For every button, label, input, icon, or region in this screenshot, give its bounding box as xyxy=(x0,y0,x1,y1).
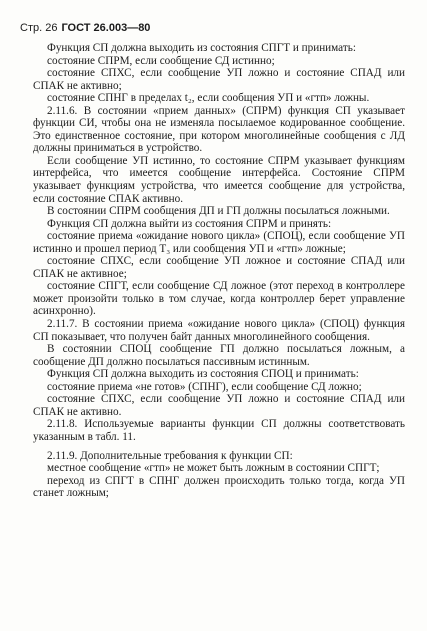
paragraph-sprm-false: В состоянии СПРМ сообщения ДП и ГП должны посылаться ложными. xyxy=(47,205,390,218)
paragraph-exit-spots: Функция СП должна выходить из состояния СПОЦ и принимать: xyxy=(47,368,359,381)
list-item-spng-2: состояние приема «не готов» (СПНГ), если сообщение СД ложно; xyxy=(47,380,362,393)
section-2-11-9: 2.11.9. Дополнительные требования к функции СП: xyxy=(47,449,293,462)
list-item-sphs-2: состояние СПХС, если сообщение УП ложное и состояние СПАД или СПАК не активное; xyxy=(33,255,405,280)
list-item-spgt: состояние СПГТ, если сообщение СД ложное (этот переход в контроллере может произойти только в том случае, когда контроллер берет управление асинхронно). xyxy=(33,280,405,318)
section-2-11-6: 2.11.6. В состоянии «прием данных» (СПРМ) функция СП указывает функции СИ, чтобы она не изменяла посылаемое кодированное сообщение. Это единственное состояние, при котором многолинейные сообщения с ЛД должны приниматься в устройство. xyxy=(33,104,405,155)
list-item-spng: состояние СПНГ в пределах t₂, если сообщения УП и «гтп» ложны. xyxy=(47,92,370,105)
page-number: Стр. 26 xyxy=(20,22,58,34)
list-item-sphs-3: состояние СПХС, если сообщение УП ложно и состояние СПАД или СПАК не активно. xyxy=(33,393,405,418)
list-item-transition: переход из СПГТ в СПНГ должен происходить только тогда, когда УП станет ложным; xyxy=(33,474,405,500)
list-item-sphs: состояние СПХС, если сообщение УП ложно и состояние СПАД или СПАК не активно; xyxy=(33,67,405,92)
paragraph-spots-gp: В состоянии СПОЦ сообщение ГП должно посылаться ложным, а сообщение ДП должно посылаться пассивным истинным. xyxy=(33,343,405,368)
list-item-gtp: местное сообщение «гтп» не может быть ложным в состоянии СПГТ; xyxy=(47,462,380,475)
paragraph-exit-spgt: Функция СП должна выходить из состояния СПГТ и принимать: xyxy=(47,42,356,54)
page-header xyxy=(20,22,150,34)
paragraph-up-true: Если сообщение УП истинно, то состояние СПРМ указывает функциям интерфейса, что имеется сообщение интерфейса. Состояние СПРМ указывает функциям устройства, что имеется сообщение для устройства, если состояние СПАК активно. xyxy=(33,154,405,205)
list-item-sprm: состояние СПРМ, если сообщение СД истинно; xyxy=(47,54,275,67)
paragraph-exit-sprm: Функция СП должна выйти из состояния СПРМ и принять: xyxy=(47,217,332,230)
section-2-11-8: 2.11.8. Используемые варианты функции СП должны соответствовать указанным в табл. 11. xyxy=(33,418,405,443)
section-2-11-7: 2.11.7. В состоянии приема «ожидание нового цикла» (СПОЦ) функция СП показывает, что получен байт данных многолинейного сообщения. xyxy=(33,318,405,343)
standard-title: ГОСТ 26.003—80 xyxy=(61,22,151,34)
list-item-spots: состояние приема «ожидание нового цикла» (СПОЦ), если сообщение УП истинно и прошел период T₃ или сообщения УП и «гтп» ложные; xyxy=(33,230,405,255)
document-body xyxy=(33,42,405,500)
